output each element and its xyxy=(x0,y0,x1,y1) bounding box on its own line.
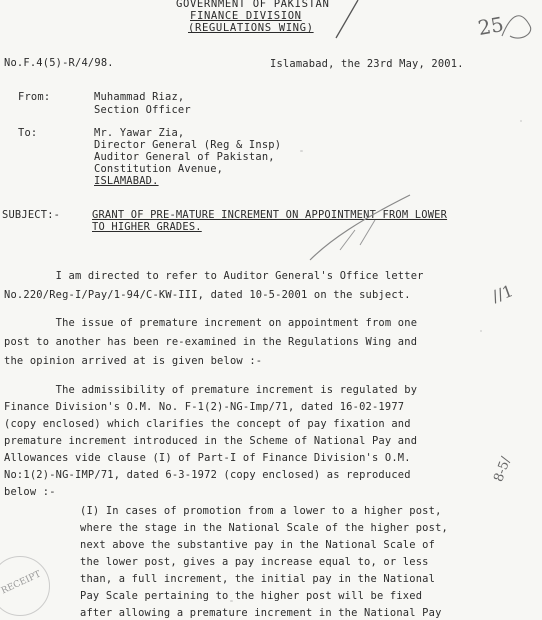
paragraph-line: Finance Division's O.M. No. F-1(2)-NG-Imp/71, dated 16-02-1977 xyxy=(4,401,405,413)
reference-number: No.F.4(5)-R/4/98. xyxy=(4,57,114,69)
quote-line: after allowing a premature increment in the National Pay xyxy=(80,607,442,619)
from-name: Muhammad Riaz, xyxy=(94,91,185,103)
paragraph-line: premature increment introduced in the Scheme of National Pay and xyxy=(4,435,418,447)
handwritten-note-margin: //1 xyxy=(489,280,516,307)
letterhead-division: FINANCE DIVISION xyxy=(190,10,302,22)
from-designation: Section Officer xyxy=(94,104,191,116)
paragraph-line: No.220/Reg-I/Pay/1-94/C-KW-III, dated 10-5-2001 on the subject. xyxy=(4,289,411,301)
paragraph-line: below :- xyxy=(4,486,56,498)
paragraph-line: Allowances vide clause (I) of Part-I of Finance Division's O.M. xyxy=(4,452,411,464)
place-date: Islamabad, the 23rd May, 2001. xyxy=(270,58,464,70)
scribble-top-right xyxy=(500,6,536,46)
letterhead-wing: (REGULATIONS WING) xyxy=(188,22,314,34)
paragraph-line: No:1(2)-NG-IMP/71, dated 6-3-1972 (copy enclosed) as reproduced xyxy=(4,469,411,481)
quote-line: the lower post, gives a pay increase equal to, or less xyxy=(80,556,429,568)
paragraph-line: I am directed to refer to Auditor General's Office letter xyxy=(4,270,424,282)
quote-line: Pay Scale pertaining to the higher post will be fixed xyxy=(80,590,423,602)
quote-line: than, a full increment, the initial pay in the National xyxy=(80,573,436,585)
to-line: Mr. Yawar Zia, xyxy=(94,127,185,139)
paragraph-line: The admissibility of premature increment is regulated by xyxy=(4,384,418,396)
paragraph-line: the opinion arrived at is given below :- xyxy=(4,355,263,367)
pen-stroke-top xyxy=(330,0,360,40)
handwritten-note-top-right: 25 xyxy=(476,11,506,41)
quote-line: (I) In cases of promotion from a lower to a higher post, xyxy=(80,505,442,517)
quote-line: next above the substantive pay in the National Scale of xyxy=(80,539,436,551)
paragraph-line: (copy enclosed) which clarifies the concept of pay fixation and xyxy=(4,418,411,430)
to-label: To: xyxy=(18,127,38,139)
handwritten-mark xyxy=(300,190,420,270)
subject-label: SUBJECT:- xyxy=(2,209,61,221)
to-line: ISLAMABAD. xyxy=(94,175,159,187)
letterhead-org: GOVERNMENT OF PAKISTAN xyxy=(176,0,330,10)
handwritten-note-margin-low: 8-5/ xyxy=(491,455,515,484)
from-label: From: xyxy=(18,91,51,103)
to-line: Director General (Reg & Insp) xyxy=(94,139,282,151)
subject-line: GRANT OF PRE-MATURE INCREMENT ON APPOINTMENT FROM LOWER xyxy=(92,209,448,221)
receipt-stamp-label: RECEIPT xyxy=(0,569,43,597)
subject-line: TO HIGHER GRADES. xyxy=(92,221,202,233)
quote-line: where the stage in the National Scale of the higher post, xyxy=(80,522,448,534)
to-line: Constitution Avenue, xyxy=(94,163,224,175)
to-line: Auditor General of Pakistan, xyxy=(94,151,275,163)
paragraph-line: post to another has been re-examined in the Regulations Wing and xyxy=(4,336,418,348)
paragraph-line: The issue of premature increment on appointment from one xyxy=(4,317,418,329)
